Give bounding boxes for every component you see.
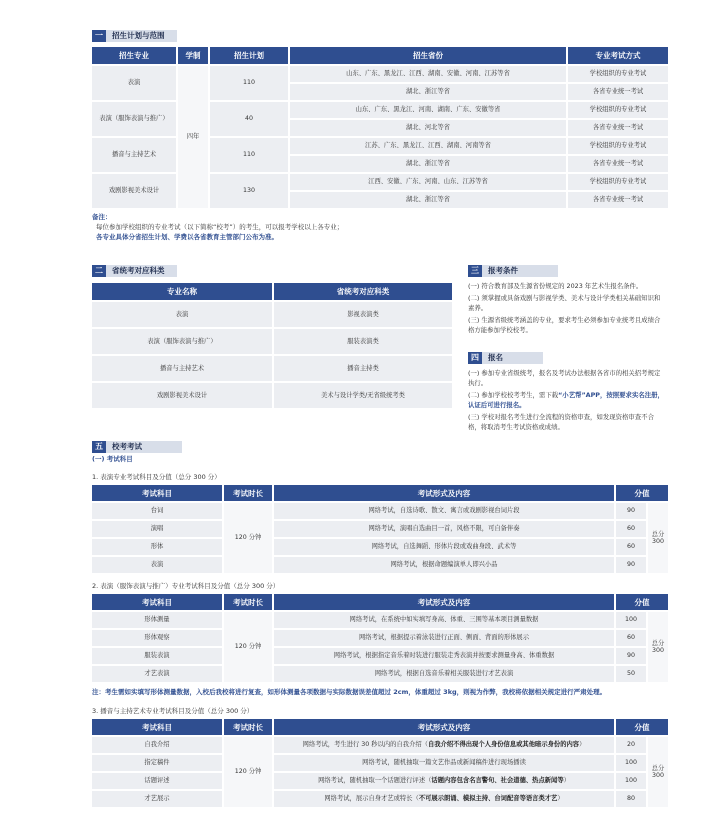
province-cell: 山东、广东、黑龙江、河南、湖南、广东、安徽等省 bbox=[290, 102, 566, 118]
table-caption: 1. 表演专业考试科目及分值（总分 300 分） bbox=[92, 473, 221, 481]
content-close: ） bbox=[579, 741, 586, 749]
section-number: 五 bbox=[92, 441, 106, 453]
header-content: 考试形式及内容 bbox=[274, 594, 614, 610]
header-subject: 考试科目 bbox=[92, 719, 222, 735]
content-cell bbox=[274, 737, 614, 753]
header-content: 考试形式及内容 bbox=[274, 485, 614, 501]
total-score-cell: 总分 300 bbox=[648, 612, 668, 682]
subject-cell: 表演 bbox=[92, 557, 222, 573]
major-cell: 表演 bbox=[92, 66, 176, 100]
content-cell bbox=[274, 791, 614, 807]
content-cell: 网络考试，根据自选音乐着相关服装进行才艺表演 bbox=[274, 666, 614, 682]
registration-text: (二) 参加学校校考考生，需下载 bbox=[468, 391, 559, 399]
content-text: 网络考试，展示自身才艺或特长（ bbox=[324, 795, 419, 803]
content-cell: 网络考试，自选舞蹈、形体片段或戏曲身段、武术等 bbox=[274, 539, 614, 555]
mapping-category: 影视表演类 bbox=[274, 302, 452, 327]
subject-cell: 话题评述 bbox=[92, 773, 222, 789]
section-number: 四 bbox=[468, 352, 482, 364]
table-caption: 3. 播音与主持艺术专业考试科目及分值（总分 300 分） bbox=[92, 707, 254, 715]
score-cell: 80 bbox=[616, 791, 646, 807]
table-caption: 2. 表演（服饰表演与推广）专业考试科目及分值（总分 300 分） bbox=[92, 582, 280, 590]
header-score: 分值 bbox=[616, 594, 668, 610]
province-cell: 江西、安徽、广东、河南、山东、江苏等省 bbox=[290, 174, 566, 190]
province-cell: 湖北、浙江等省 bbox=[290, 156, 566, 172]
score-cell: 60 bbox=[616, 521, 646, 537]
section-title: 报名 bbox=[482, 352, 543, 364]
province-cell: 山东、广东、黑龙江、江西、湖南、安徽、河南、江苏等省 bbox=[290, 66, 566, 82]
section-number: 二 bbox=[92, 265, 106, 277]
content-emphasis: 自我介绍不得出现个人身份信息或其他暗示身份的内容 bbox=[427, 741, 580, 749]
subject-cell: 台词 bbox=[92, 503, 222, 519]
header-duration: 考试时长 bbox=[224, 594, 272, 610]
content-cell: 网络考试，根据指定音乐着时装进行服装走秀表演并按要求测量身高、体重数据 bbox=[274, 648, 614, 664]
measurement-warning: 注：考生需如实填写形体测量数据，入校后我校将进行复查，如形体测量各项数据与实际数据误差值超过 2cm，体重超过 3kg，则视为作弊，我校将依据相关规定进行严肃处理。 bbox=[92, 688, 607, 696]
section-number: 一 bbox=[92, 30, 106, 42]
header-score: 分值 bbox=[616, 719, 668, 735]
section-2-heading bbox=[92, 264, 177, 277]
section-number: 三 bbox=[468, 265, 482, 277]
major-cell: 戏剧影视美术设计 bbox=[92, 174, 176, 208]
subject-cell: 形体 bbox=[92, 539, 222, 555]
subject-cell: 演唱 bbox=[92, 521, 222, 537]
remark-block bbox=[92, 212, 652, 242]
section-4-heading bbox=[468, 351, 543, 364]
section-title: 校考考试 bbox=[106, 441, 182, 453]
score-cell: 20 bbox=[616, 737, 646, 753]
subject-cell: 自我介绍 bbox=[92, 737, 222, 753]
province-cell: 湖北、浙江等省 bbox=[290, 192, 566, 208]
section-title: 省统考对应科类 bbox=[106, 265, 177, 277]
mapping-category: 播音主持类 bbox=[274, 356, 452, 381]
subject-cell: 指定稿件 bbox=[92, 755, 222, 771]
header-content: 考试形式及内容 bbox=[274, 719, 614, 735]
header-subject: 考试科目 bbox=[92, 594, 222, 610]
header-exam-method: 专业考试方式 bbox=[568, 47, 668, 64]
remark-line: 每位参加学校组织的专业考试（以下简称“校考”）的考生，可以报考学校以上各专业； bbox=[96, 223, 344, 231]
header-duration: 考试时长 bbox=[224, 485, 272, 501]
mapping-major: 播音与主持艺术 bbox=[92, 356, 272, 381]
subject-cell: 形体测量 bbox=[92, 612, 222, 628]
header-duration: 考试时长 bbox=[224, 719, 272, 735]
duration-cell: 120 分钟 bbox=[224, 737, 272, 807]
score-cell: 100 bbox=[616, 773, 646, 789]
plan-cell: 110 bbox=[210, 138, 288, 172]
header-plan: 招生计划 bbox=[210, 47, 288, 64]
mapping-major: 表演 bbox=[92, 302, 272, 327]
content-cell: 网络考试，演唱自选曲目一首，风格不限，可自备伴奏 bbox=[274, 521, 614, 537]
header-subject: 考试科目 bbox=[92, 485, 222, 501]
duration-cell: 120 分钟 bbox=[224, 612, 272, 682]
score-cell: 100 bbox=[616, 612, 646, 628]
registration-item: (一) 参加专业省级统考，报名及考试办法根据各省市的相关招考规定执行。 bbox=[468, 369, 661, 387]
method-cell: 各省专业统一考试 bbox=[568, 192, 668, 208]
fashion-exam-table bbox=[90, 592, 670, 684]
content-cell bbox=[274, 773, 614, 789]
content-close: ） bbox=[557, 795, 564, 803]
method-cell: 学校组织的专业考试 bbox=[568, 138, 668, 154]
content-text: 网络考试，考生进行 30 秒以内的自我介绍（ bbox=[302, 741, 428, 749]
header-exam-category: 省统考对应科类 bbox=[274, 283, 452, 300]
header-major: 招生专业 bbox=[92, 47, 176, 64]
broadcasting-exam-table bbox=[90, 717, 670, 809]
plan-cell: 110 bbox=[210, 66, 288, 100]
total-score-cell: 总分 300 bbox=[648, 737, 668, 807]
score-cell: 60 bbox=[616, 630, 646, 646]
header-major-name: 专业名称 bbox=[92, 283, 272, 300]
province-cell: 湖北、浙江等省 bbox=[290, 84, 566, 100]
section-title: 报考条件 bbox=[482, 265, 558, 277]
method-cell: 各省专业统一考试 bbox=[568, 156, 668, 172]
method-cell: 各省专业统一考试 bbox=[568, 84, 668, 100]
subject-cell: 才艺表演 bbox=[92, 666, 222, 682]
header-provinces: 招生省份 bbox=[290, 47, 566, 64]
remark-line-highlight: 各专业具体分省招生计划、学费以各省教育主管部门公布为准。 bbox=[96, 233, 278, 241]
content-cell: 网络考试，在系统中如实填写身高、体重、三围等基本项目测量数据 bbox=[274, 612, 614, 628]
registration-item bbox=[468, 390, 664, 410]
content-text: 网络考试，随机抽取一个话题进行评述（ bbox=[318, 777, 432, 785]
condition-item: (三) 生源省级统考涵盖的专业，要求考生必须参加专业统考且成绩合格方能参加学校校考。 bbox=[468, 316, 661, 334]
major-cell: 播音与主持艺术 bbox=[92, 138, 176, 172]
content-text: 网络考试，随机抽取一篇文艺作品或新闻稿件进行现场播读 bbox=[362, 759, 526, 767]
method-cell: 学校组织的专业考试 bbox=[568, 66, 668, 82]
acting-exam-table bbox=[90, 483, 670, 575]
plan-cell: 40 bbox=[210, 102, 288, 136]
section-3-heading bbox=[468, 264, 558, 277]
content-cell bbox=[274, 755, 614, 771]
registration-item: (三) 学校对报名考生进行全流程的资格审查，如发现资格审查不合格，将取消考生考试资格或成绩。 bbox=[468, 413, 654, 431]
app-highlight: “小艺帮”APP，按照要求实名注册，认证后可进行报名。 bbox=[468, 391, 664, 409]
subsection-title: (一) 考试科目 bbox=[92, 455, 133, 463]
score-cell: 90 bbox=[616, 648, 646, 664]
major-cell: 表演（服饰表演与推广） bbox=[92, 102, 176, 136]
subject-cell: 才艺展示 bbox=[92, 791, 222, 807]
mapping-category: 美术与设计学类/无省级统考类 bbox=[274, 383, 452, 408]
header-score: 分值 bbox=[616, 485, 668, 501]
method-cell: 学校组织的专业考试 bbox=[568, 102, 668, 118]
major-mapping-table bbox=[90, 281, 454, 410]
score-cell: 90 bbox=[616, 503, 646, 519]
score-cell: 50 bbox=[616, 666, 646, 682]
province-cell: 江苏、广东、黑龙江、江西、湖南、河南等省 bbox=[290, 138, 566, 154]
method-cell: 各省专业统一考试 bbox=[568, 120, 668, 136]
mapping-major: 表演（服饰表演与推广） bbox=[92, 329, 272, 354]
plan-cell: 130 bbox=[210, 174, 288, 208]
section-5-heading bbox=[92, 440, 182, 453]
content-cell: 网络考试，根据命题编演单人即兴小品 bbox=[274, 557, 614, 573]
subject-cell: 形体观察 bbox=[92, 630, 222, 646]
section-title: 招生计划与范围 bbox=[106, 30, 177, 42]
enrollment-plan-table bbox=[90, 45, 670, 210]
mapping-category: 服装表演类 bbox=[274, 329, 452, 354]
score-cell: 60 bbox=[616, 539, 646, 555]
duration-cell: 四年 bbox=[178, 66, 208, 208]
total-score-cell: 总分 300 bbox=[648, 503, 668, 573]
conditions-list bbox=[468, 281, 664, 337]
content-close: ） bbox=[563, 777, 570, 785]
subject-cell: 服装表演 bbox=[92, 648, 222, 664]
header-duration: 学制 bbox=[178, 47, 208, 64]
score-cell: 100 bbox=[616, 755, 646, 771]
method-cell: 学校组织的专业考试 bbox=[568, 174, 668, 190]
remark-label: 备注： bbox=[92, 213, 112, 221]
content-emphasis: 不可展示朗诵、模拟主持、台词配音等语言类才艺 bbox=[418, 795, 558, 803]
province-cell: 湖北、河北等省 bbox=[290, 120, 566, 136]
score-cell: 90 bbox=[616, 557, 646, 573]
mapping-major: 戏剧影视美术设计 bbox=[92, 383, 272, 408]
condition-item: (一) 符合教育部及生源省份规定的 2023 年艺术生报名条件。 bbox=[468, 282, 643, 290]
duration-cell: 120 分钟 bbox=[224, 503, 272, 573]
content-cell: 网络考试，根据提示着泳装进行正面、侧面、背面的形体展示 bbox=[274, 630, 614, 646]
content-emphasis: 话题内容包含名言警句、社会道德、热点新闻等 bbox=[431, 777, 564, 785]
content-cell: 网络考试，自选诗歌、散文、寓言或戏剧影视台词片段 bbox=[274, 503, 614, 519]
section-1-heading bbox=[92, 29, 177, 42]
condition-item: (二) 须掌握或具备戏剧与影视学类、美术与设计学类相关基础知识和素养。 bbox=[468, 294, 661, 312]
registration-list bbox=[468, 368, 664, 434]
